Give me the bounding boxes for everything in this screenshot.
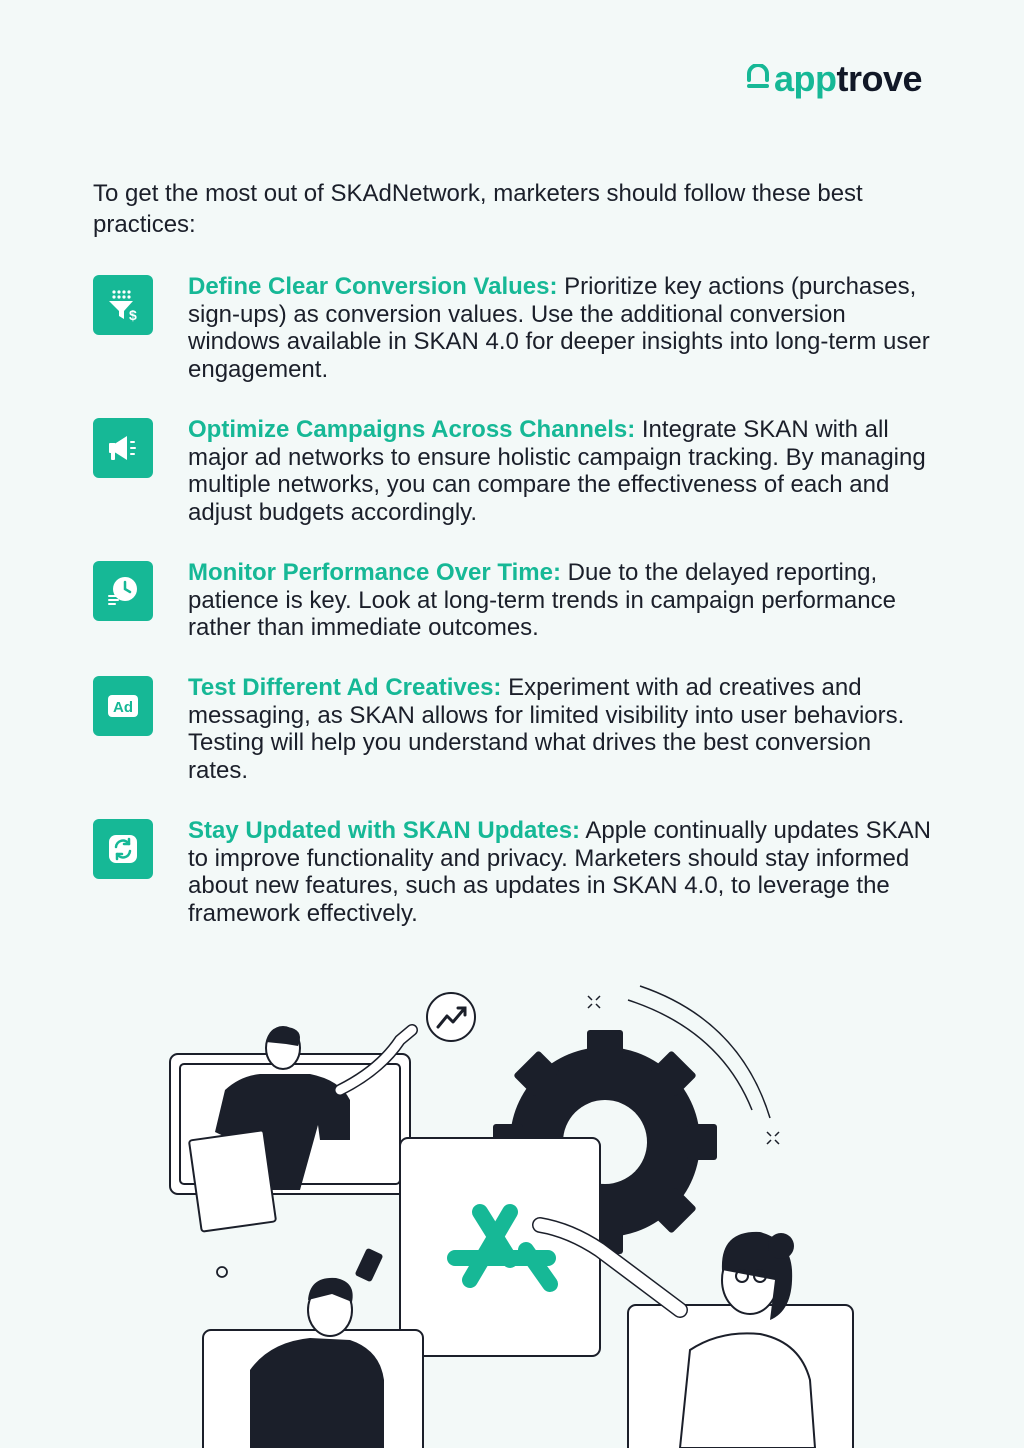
practice-title: Define Clear Conversion Values: (188, 273, 558, 300)
funnel-dollar-icon (105, 287, 141, 323)
person-with-phone (203, 1248, 423, 1448)
practice-icon-box (93, 561, 153, 621)
practice-icon-box (93, 676, 153, 736)
practice-body: Experiment with ad creatives and messaging, as SKAN allows for limited visibility into user behaviors. Testing will help you understand what drives the best conversion rates. (188, 674, 905, 784)
practice-text (188, 674, 933, 784)
ad-badge-icon (105, 688, 141, 724)
practice-title: Test Different Ad Creatives: (188, 674, 502, 701)
wordmark-app: app (773, 58, 837, 99)
practice-item-test-creatives (93, 676, 933, 784)
practice-icon-box (93, 819, 153, 879)
practice-text (188, 416, 933, 526)
practice-item-stay-updated (93, 819, 933, 927)
svg-text:$: $ (129, 307, 137, 323)
practice-title: Monitor Performance Over Time: (188, 559, 561, 586)
practice-title: Stay Updated with SKAN Updates: (188, 817, 581, 844)
report-clock-icon (105, 573, 141, 609)
trend-up-icon (427, 993, 475, 1041)
intro-text: To get the most out of SKAdNetwork, marketers should follow these best practices: (93, 180, 863, 238)
megaphone-icon (105, 430, 141, 466)
practice-item-optimize-campaigns (93, 418, 933, 526)
skan-illustration (0, 950, 1024, 1448)
practice-body: Due to the delayed reporting, patience is key. Look at long-term trends in campaign performance rather than immediate outcomes. (188, 559, 896, 641)
practice-body: Integrate SKAN with all major ad networks to ensure holistic campaign tracking. By managing multiple networks, you can compare the effectiveness of each and adjust budgets accordingly. (188, 416, 926, 526)
wordmark-trove: trove (836, 58, 922, 99)
apptrove-mark-icon (746, 64, 770, 94)
practice-icon-box (93, 275, 153, 335)
practice-text (188, 559, 933, 642)
practice-text (188, 273, 933, 383)
practice-text (188, 817, 933, 927)
practice-body: Prioritize key actions (purchases, sign-ups) as conversion values. Use the additional conversion windows available in SKAN 4.0 for deeper insights into long-term user engagement. (188, 273, 930, 383)
ad-badge-label: Ad (113, 699, 133, 716)
practice-title: Optimize Campaigns Across Channels: (188, 416, 636, 443)
practice-icon-box (93, 418, 153, 478)
practice-body: Apple continually updates SKAN to improve functionality and privacy. Marketers should stay informed about new features, such as updates in SKAN 4.0, to leverage the framework effectively. (188, 817, 931, 927)
app-store-card (400, 1138, 600, 1356)
practice-item-conversion-values (93, 275, 933, 383)
apptrove-wordmark (774, 58, 922, 100)
refresh-icon (105, 831, 141, 867)
practice-item-monitor-performance (93, 561, 933, 642)
apptrove-logo (746, 58, 922, 100)
dot-decoration (217, 1267, 227, 1277)
